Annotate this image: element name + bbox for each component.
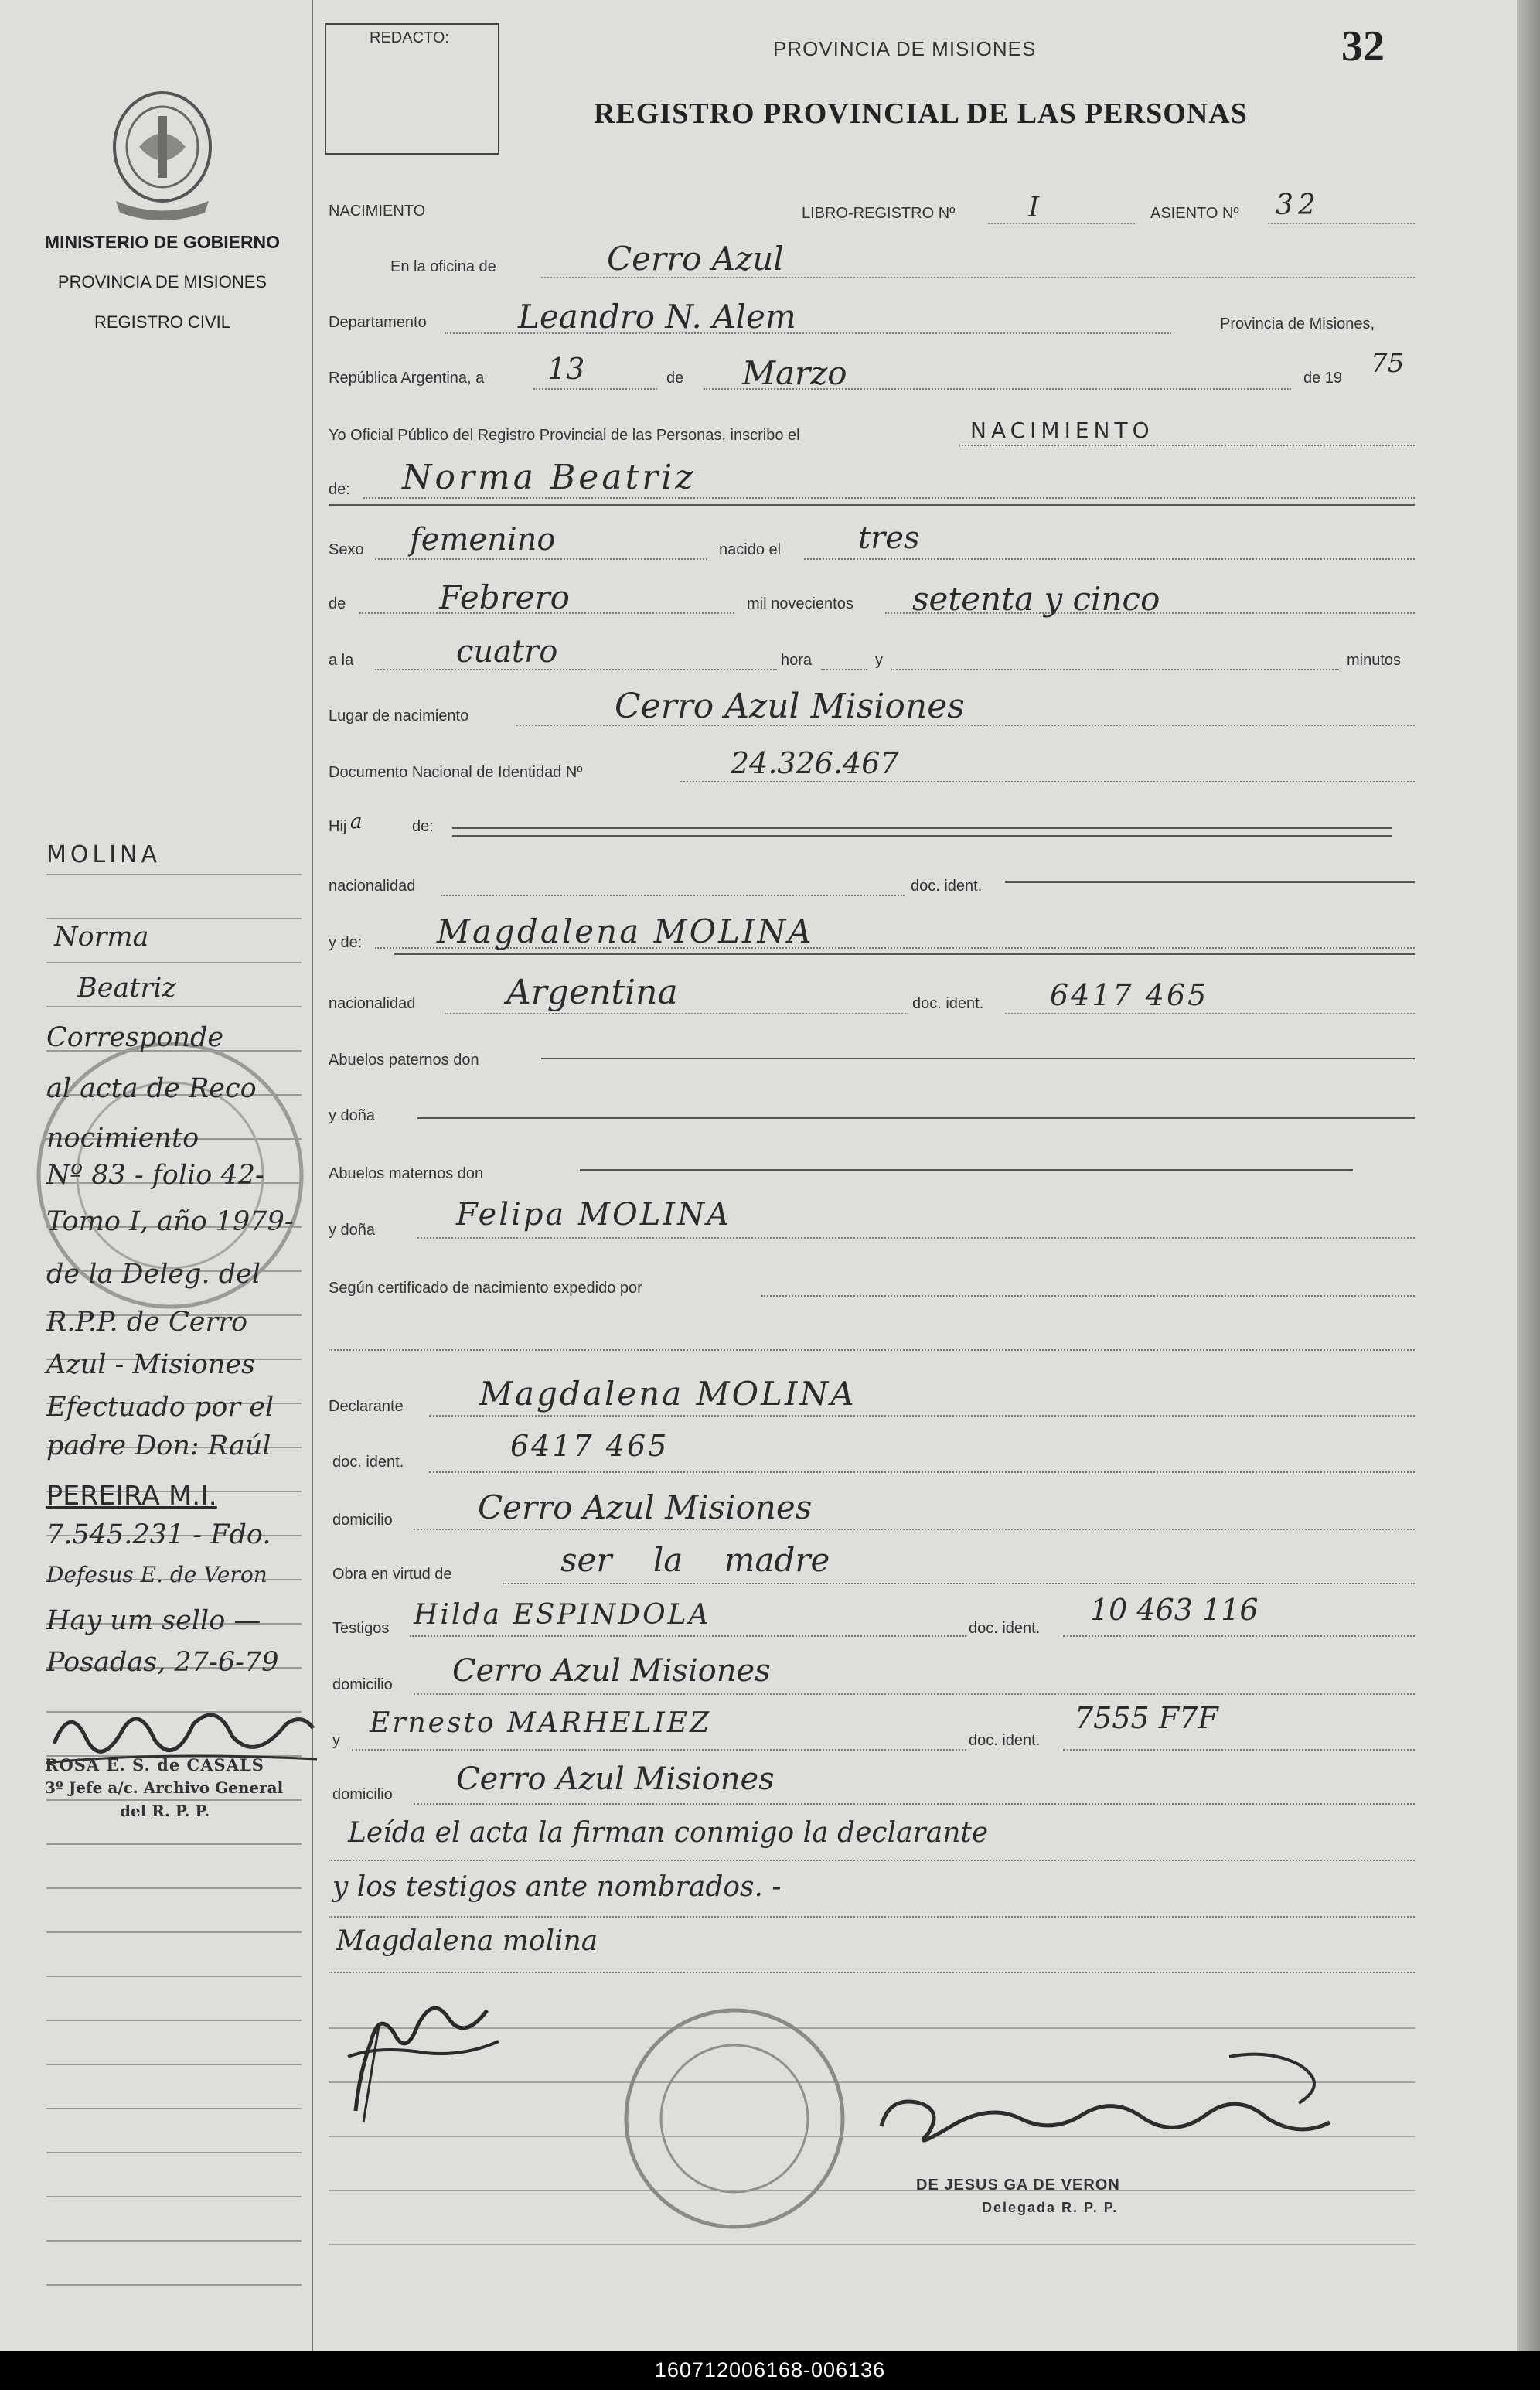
closing-line-2: y los testigos ante nombrados. - — [332, 1871, 782, 1903]
margin-note-line: 7.545.231 - Fdo. — [46, 1519, 271, 1550]
hour-label: hora — [781, 652, 813, 669]
department-value: Leandro N. Alem — [518, 298, 796, 336]
maternal-line — [580, 1169, 1353, 1171]
republic-label: República Argentina, a — [329, 370, 485, 387]
at-label: a la — [329, 652, 354, 669]
dona-label: y doña — [329, 1107, 376, 1124]
dni-label: Documento Nacional de Identidad Nº — [329, 764, 583, 781]
place-value: Cerro Azul Misiones — [615, 687, 965, 726]
ruled-line — [329, 2190, 1415, 2191]
sex-line — [375, 558, 707, 560]
book-value: I — [1028, 192, 1040, 223]
dni-value: 24.326.467 — [731, 746, 899, 780]
mother-nationality-line — [445, 1013, 908, 1014]
ruled-line — [46, 2152, 302, 2153]
book-line — [988, 223, 1135, 224]
registry-stamp — [618, 2003, 850, 2235]
margin-note-line: Tomo I, año 1979- — [46, 1206, 294, 1237]
ruled-line — [46, 2196, 302, 2197]
witness1-line — [410, 1635, 966, 1637]
hour-sep-line — [821, 669, 867, 670]
coat-of-arms-icon — [101, 85, 224, 224]
child-suffix: a — [350, 810, 363, 834]
ruled-line — [46, 2284, 302, 2286]
witness2-line — [352, 1749, 966, 1751]
mother-value: Magdalena MOLINA — [437, 912, 814, 950]
act-value: NACIMIENTO — [970, 418, 1154, 443]
seat-line — [1268, 223, 1415, 224]
minutes-label: minutos — [1347, 652, 1402, 669]
ruled-line — [46, 1843, 302, 1845]
ruled-line — [46, 1006, 302, 1007]
declarant-doc-line — [429, 1471, 1415, 1473]
place-label: Lugar de nacimiento — [329, 707, 469, 725]
closing-line-1-rule — [329, 1860, 1415, 1861]
certificate-label: Según certificado de nacimiento expedido por — [329, 1280, 642, 1297]
margin-note-line: Norma — [54, 922, 149, 953]
declarant-label: Declarante — [329, 1398, 404, 1415]
department-label: Departamento — [329, 314, 427, 331]
address2-label: domicilio — [332, 1676, 393, 1693]
ruled-line — [46, 1887, 302, 1889]
maternal-grandmother-line — [417, 1237, 1415, 1239]
born-label: nacido el — [719, 541, 782, 558]
margin-note-line: Beatriz — [77, 973, 176, 1004]
margin-note-line: Efectuado por el — [46, 1392, 274, 1423]
margin-note-line: de la Deleg. del — [46, 1259, 261, 1290]
father-line-2 — [452, 835, 1392, 837]
sex-label: Sexo — [329, 541, 364, 558]
of-label: de: — [329, 481, 350, 498]
day-line — [533, 388, 657, 390]
doc-line — [1005, 881, 1415, 883]
witness1-value: Hilda ESPINDOLA — [414, 1599, 711, 1631]
ministry-name: MINISTERIO DE GOBIERNO — [44, 232, 281, 252]
ruled-line — [46, 2064, 302, 2065]
paternal-label: Abuelos paternos don — [329, 1052, 479, 1069]
margin-note-line: Defesus E. de Veron — [46, 1562, 267, 1587]
month-value: Marzo — [742, 354, 847, 392]
seat-label: ASIENTO Nº — [1150, 205, 1239, 222]
witness1-doc-label: doc. ident. — [969, 1620, 1041, 1637]
mother-doc-line — [1005, 1013, 1415, 1014]
declarant-signature: Magdalena molina — [336, 1925, 598, 1957]
witness1-doc-value: 10 463 116 — [1090, 1593, 1259, 1627]
declarant-line — [429, 1415, 1415, 1417]
ruled-line — [329, 2244, 1415, 2245]
page-number: 32 — [1341, 22, 1385, 70]
born-year-value: setenta y cinco — [912, 580, 1160, 618]
father-line — [452, 827, 1392, 829]
margin-note-line: Posadas, 27-6-79 — [46, 1647, 279, 1678]
registry-title: REGISTRO PROVINCIAL DE LAS PERSONAS — [594, 97, 1248, 130]
witness2-doc-value: 7555 F7F — [1075, 1701, 1218, 1735]
closing-line-1: Leída el acta la firman conmigo la declarante — [348, 1817, 989, 1849]
address3-line — [414, 1803, 1415, 1805]
dona2-label: y doña — [329, 1222, 376, 1239]
declarant-doc-label: doc. ident. — [332, 1454, 404, 1471]
declarant-doc-value: 6417 465 — [510, 1429, 669, 1463]
mother-nationality-value: Argentina — [506, 973, 678, 1012]
officer-name: DE JESUS GA DE VERON — [916, 2177, 1120, 2194]
certificate-line — [761, 1295, 1415, 1297]
name-underline — [329, 504, 1415, 506]
witness2-doc-label: doc. ident. — [969, 1732, 1041, 1749]
address2-line — [414, 1693, 1415, 1695]
address2-value: Cerro Azul Misiones — [452, 1653, 771, 1689]
ruled-line — [46, 1976, 302, 1977]
witness2-doc-line — [1063, 1749, 1415, 1751]
doc-label: doc. ident. — [911, 878, 983, 895]
nationality-label: nacionalidad — [329, 878, 416, 895]
act-type-label: NACIMIENTO — [329, 203, 426, 220]
margin-note-line: Azul - Misiones — [46, 1349, 256, 1380]
doc2-label: doc. ident. — [912, 995, 984, 1012]
year-value: 75 — [1371, 348, 1405, 379]
ruled-line — [46, 2020, 302, 2021]
margin-note-line: MOLINA — [46, 841, 162, 868]
hour-line — [375, 669, 777, 670]
born-day-value: tres — [858, 520, 920, 556]
margin-note-line: padre Don: Raúl — [46, 1430, 271, 1461]
day-value: 13 — [547, 352, 585, 386]
nationality-line — [441, 895, 905, 896]
province-suffix: Provincia de Misiones, — [1220, 315, 1375, 332]
closing-line-3-rule — [329, 1972, 1415, 1973]
de-label: de — [666, 370, 684, 387]
witness2-value: Ernesto MARHELIEZ — [370, 1707, 712, 1739]
province-title: PROVINCIA DE MISIONES — [773, 37, 1037, 60]
address-value: Cerro Azul Misiones — [478, 1488, 813, 1526]
capacity-value: ser la madre — [560, 1541, 830, 1579]
office-value: Cerro Azul — [607, 240, 784, 278]
thousand-label: mil novecientos — [747, 595, 853, 612]
name-line — [363, 497, 1415, 499]
margin-note-line: al acta de Reco — [46, 1073, 257, 1104]
sex-value: femenino — [410, 522, 556, 557]
mother-doc-value: 6417 465 — [1050, 978, 1209, 1012]
witness-signature — [332, 1979, 510, 2126]
ruled-line — [46, 2240, 302, 2242]
archivist-role: 3º Jefe a/c. Archivo General — [45, 1778, 284, 1797]
ministry-province: PROVINCIA DE MISIONES — [57, 272, 267, 292]
redacto-label: REDACTO: — [370, 29, 449, 46]
official-text: Yo Oficial Público del Registro Provincial de las Personas, inscribo el — [329, 427, 800, 444]
margin-note-line: R.P.P. de Cerro — [46, 1307, 248, 1338]
hour-value: cuatro — [456, 634, 558, 670]
child-label: Hij — [329, 818, 347, 835]
capacity-line — [503, 1583, 1415, 1584]
book-spine — [1517, 0, 1540, 2351]
witnesses-label: Testigos — [332, 1620, 390, 1637]
and-label: y — [875, 652, 883, 669]
declarant-value: Magdalena MOLINA — [479, 1375, 857, 1413]
born-day-line — [804, 558, 1415, 560]
dni-line — [680, 781, 1415, 782]
year-label: de 19 — [1303, 370, 1343, 387]
archivist-unit: del R. P. P. — [120, 1802, 210, 1820]
child-of-label: de: — [412, 818, 434, 835]
margin-note-line: PEREIRA M.I. — [46, 1481, 217, 1512]
officer-signature — [866, 2041, 1361, 2157]
maternal-label: Abuelos maternos don — [329, 1165, 484, 1182]
and-of-label: y de: — [329, 934, 363, 951]
address-line — [414, 1529, 1415, 1530]
act-line — [959, 445, 1415, 446]
seat-value: 32 — [1276, 189, 1320, 221]
margin-note-line: nocimiento — [46, 1123, 199, 1154]
minutes-line — [891, 669, 1339, 670]
ruled-line — [46, 918, 302, 919]
name-value: Norma Beatriz — [402, 458, 697, 497]
margin-note-line: Hay um sello — — [46, 1605, 261, 1636]
ruled-line — [46, 1931, 302, 1933]
margin-note-line: Nº 83 - folio 42- — [46, 1160, 264, 1191]
closing-line-2-rule — [329, 1916, 1415, 1918]
ruled-line — [46, 1799, 302, 1801]
capacity-label: Obra en virtud de — [332, 1566, 452, 1583]
paternal-line — [541, 1058, 1415, 1059]
ruled-line — [46, 874, 302, 875]
witness1-doc-line — [1063, 1635, 1415, 1637]
maternal-grandmother-value: Felipa MOLINA — [456, 1197, 731, 1233]
ministry-registry: REGISTRO CIVIL — [94, 312, 231, 332]
ruled-line — [46, 2108, 302, 2109]
address3-label: domicilio — [332, 1786, 393, 1803]
office-label: En la oficina de — [390, 258, 496, 275]
born-month-value: Febrero — [439, 578, 570, 616]
certificate-line-2 — [329, 1349, 1415, 1351]
margin-note-line: Corresponde — [46, 1022, 224, 1053]
address3-value: Cerro Azul Misiones — [456, 1761, 775, 1797]
dona-line — [417, 1117, 1415, 1119]
address-label: domicilio — [332, 1512, 393, 1529]
y-label: y — [332, 1732, 340, 1749]
archivist-name: ROSA E. S. de CASALS — [45, 1755, 264, 1775]
book-label: LIBRO-REGISTRO Nº — [802, 205, 956, 222]
de2-label: de — [329, 595, 346, 612]
officer-role: Delegada R. P. P. — [982, 2200, 1119, 2215]
mother-underline — [394, 953, 1415, 955]
document-code: 160712006168-006136 — [654, 2358, 886, 2381]
ruled-line — [46, 962, 302, 963]
nationality2-label: nacionalidad — [329, 995, 416, 1012]
